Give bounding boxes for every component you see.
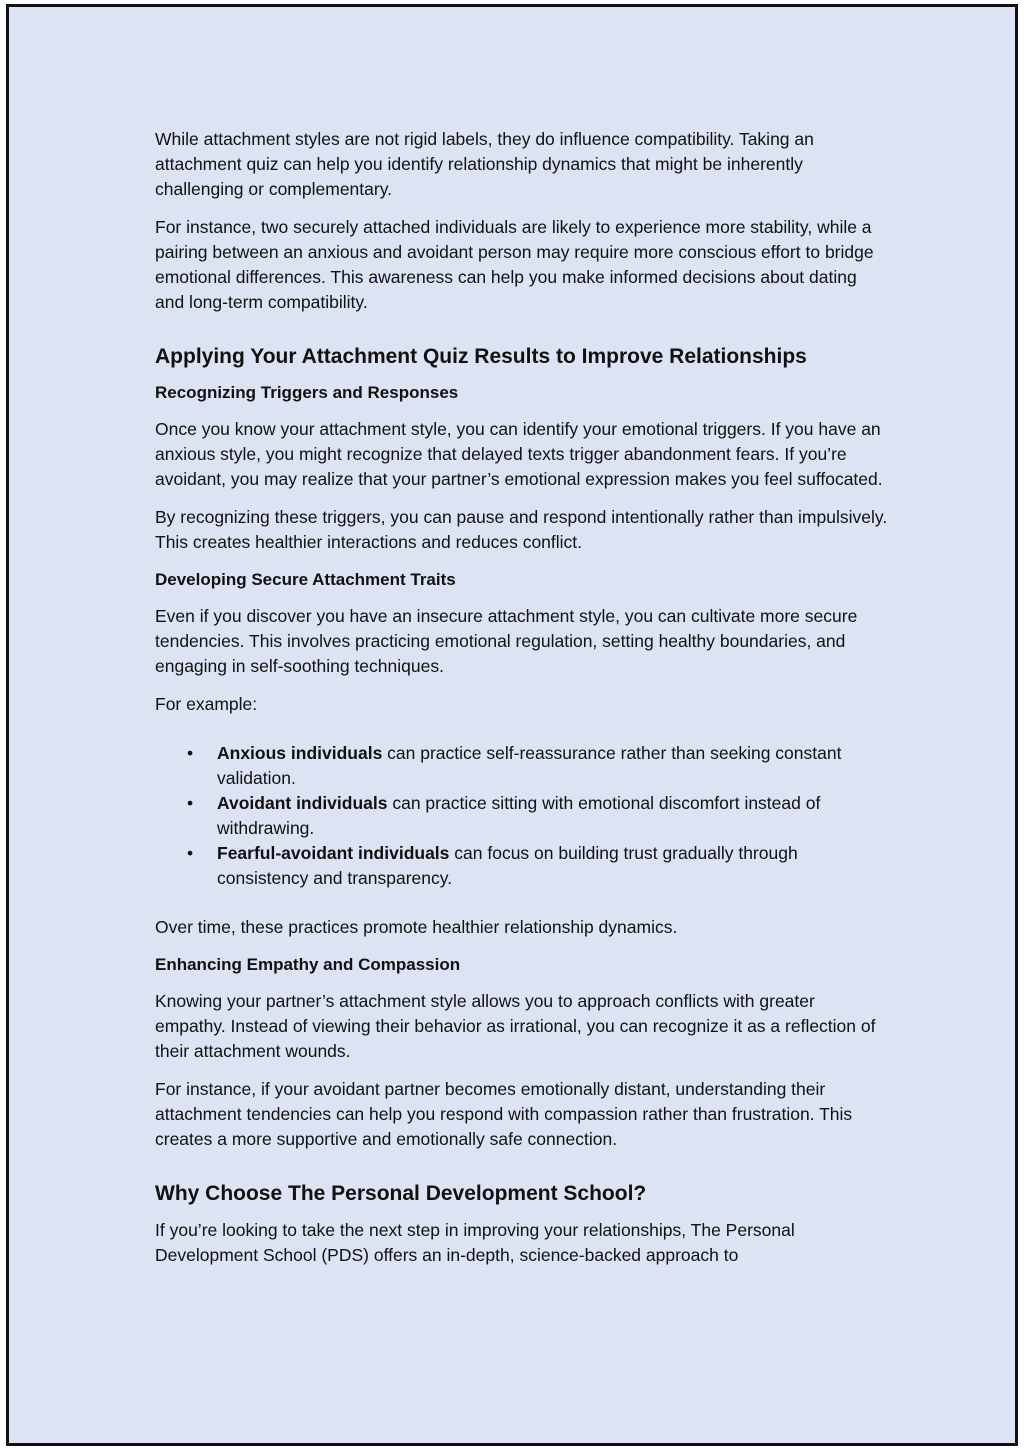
bullet-icon: • (187, 743, 194, 763)
list-item-text: can practice self-reassurance rather than seeking constant validation. (217, 743, 842, 788)
paragraph-pause-respond: By recognizing these triggers, you can pause and respond intentionally rather than impulsively. This creates healthier interactions and reduces conflict. (155, 507, 888, 552)
list-item-lead: Anxious individuals (217, 743, 383, 763)
bullet-list (155, 741, 890, 891)
heading-why-pds: Why Choose The Personal Development School? (155, 1182, 647, 1205)
heading-applying-results: Applying Your Attachment Quiz Results to Improve Relationships (155, 345, 807, 368)
paragraph-emotional-triggers: Once you know your attachment style, you can identify your emotional triggers. If you have an anxious style, you might recognize that delayed texts trigger abandonment fears. If you’re avoidant, you may realize that your partner’s emotional expression makes you feel suffocated. (155, 419, 883, 489)
list-item (187, 741, 890, 791)
document-body (155, 127, 890, 1281)
bullet-icon: • (187, 843, 194, 863)
paragraph-cultivate-secure: Even if you discover you have an insecure attachment style, you can cultivate more secure tendencies. This involves practicing emotional regulation, setting healthy boundaries, and engaging in self-soothing techniques. (155, 606, 858, 676)
subheading-triggers: Recognizing Triggers and Responses (155, 383, 459, 402)
list-item-text: can practice sitting with emotional discomfort instead of withdrawing. (217, 793, 821, 838)
list-item (187, 791, 890, 841)
paragraph-pds-intro: If you’re looking to take the next step in improving your relationships, The Personal Development School (PDS) offers an in-depth, science-backed approach to (155, 1220, 795, 1265)
list-item (187, 841, 890, 891)
subheading-secure-traits: Developing Secure Attachment Traits (155, 570, 456, 589)
paragraph-compatibility: While attachment styles are not rigid labels, they do influence compatibility. Taking an attachment quiz can help you identify relationship dynamics that might be inherently challenging or complementary. (155, 129, 814, 199)
subheading-empathy: Enhancing Empathy and Compassion (155, 955, 461, 974)
bullet-icon: • (187, 793, 194, 813)
paragraph-for-example: For example: (155, 694, 258, 714)
document-page (6, 4, 1018, 1446)
paragraph-over-time: Over time, these practices promote healthier relationship dynamics. (155, 917, 678, 937)
list-item-lead: Fearful-avoidant individuals (217, 843, 450, 863)
paragraph-avoidant-partner: For instance, if your avoidant partner becomes emotionally distant, understanding their attachment tendencies can help you respond with compassion rather than frustration. This creates a more supportive and emotionally safe connection. (155, 1079, 853, 1149)
list-item-text: can focus on building trust gradually through consistency and transparency. (217, 843, 798, 888)
list-item-lead: Avoidant individuals (217, 793, 388, 813)
paragraph-stability-example: For instance, two securely attached individuals are likely to experience more stability, while a pairing between an anxious and avoidant person may require more conscious effort to bridge emotional differences. This awareness can help you make informed decisions about dating and long-term compatibility. (155, 217, 874, 312)
paragraph-partner-style: Knowing your partner’s attachment style allows you to approach conflicts with greater empathy. Instead of viewing their behavior as irrational, you can recognize it as a reflection of their attachment wounds. (155, 991, 876, 1061)
